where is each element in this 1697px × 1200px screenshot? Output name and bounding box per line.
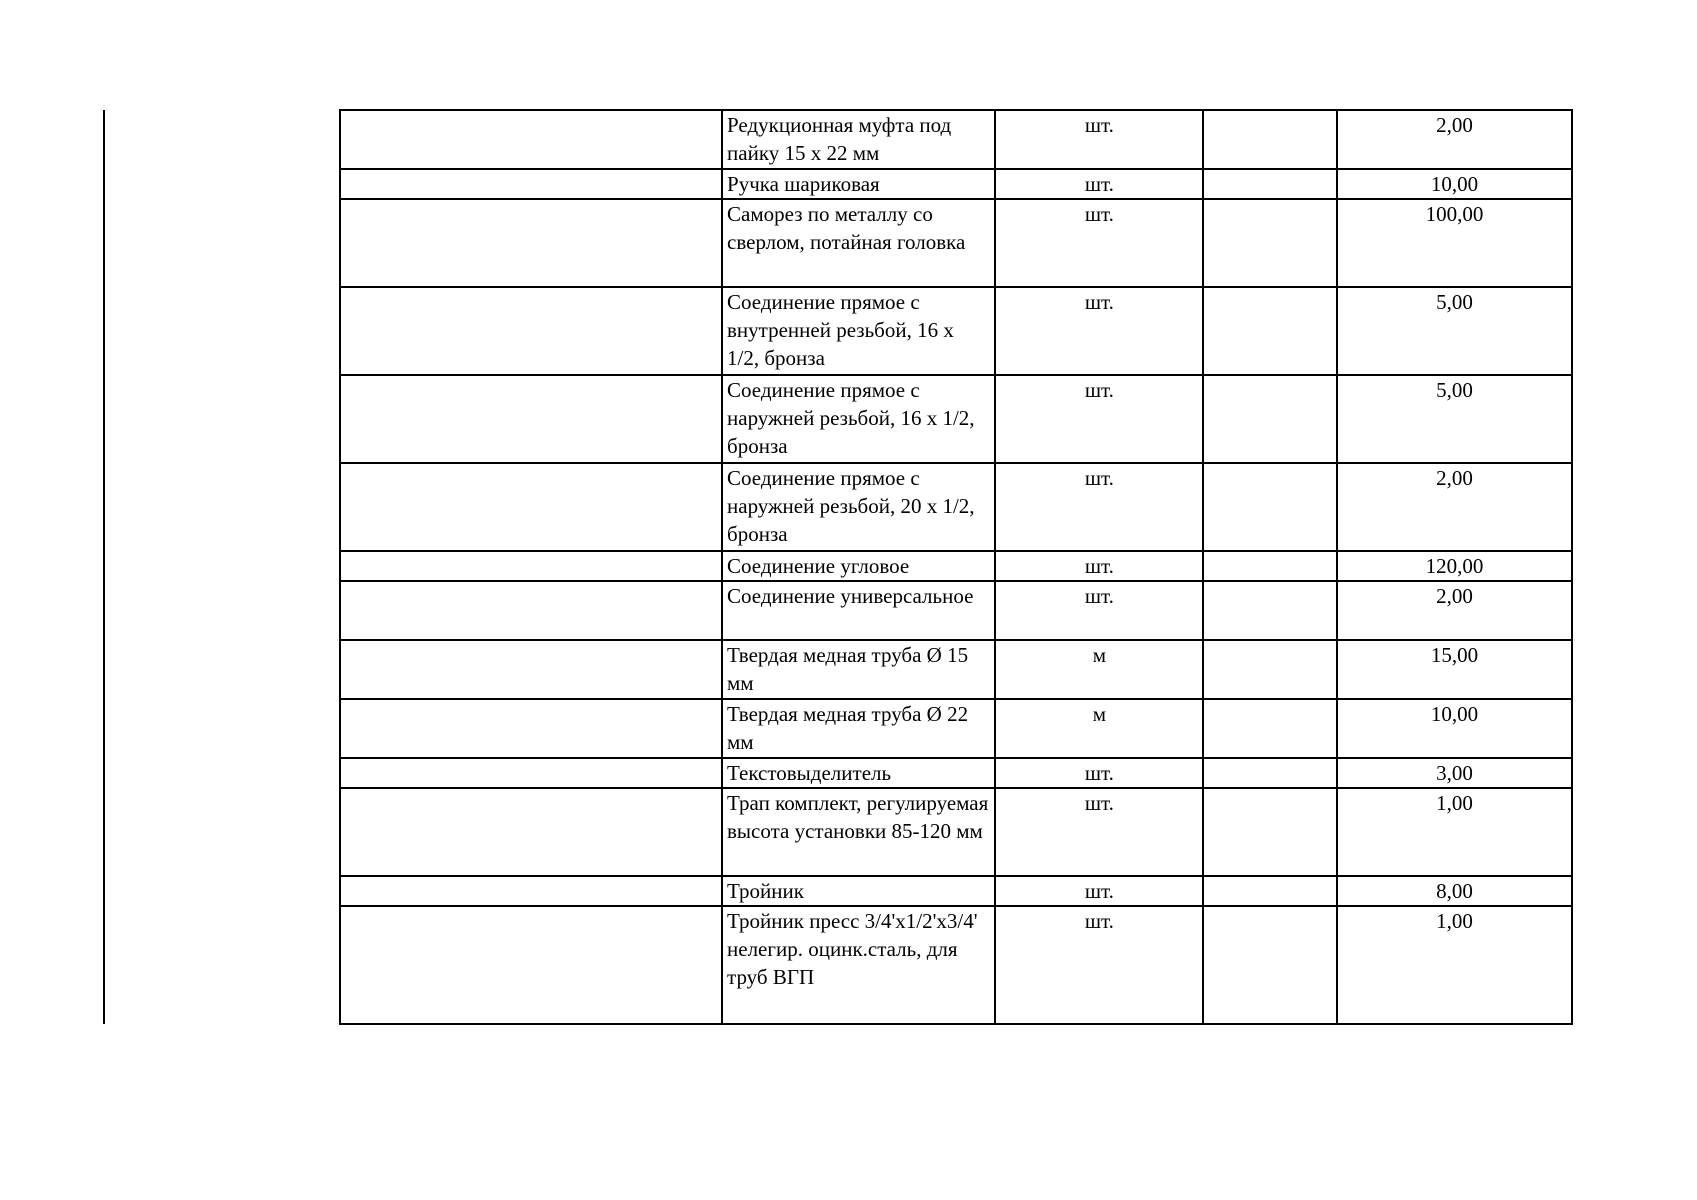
item-name: Тройник пресс 3/4'х1/2'х3/4' нелегир. оцинк.сталь, для труб ВГП bbox=[722, 906, 995, 1024]
cell-empty bbox=[340, 699, 722, 758]
cell-empty bbox=[1203, 551, 1337, 581]
cell-empty bbox=[340, 906, 722, 1024]
cell-empty bbox=[340, 169, 722, 199]
item-name: Трап комплект, регулируемая высота установки 85-120 мм bbox=[722, 788, 995, 876]
item-name: Твердая медная труба Ø 15 мм bbox=[722, 640, 995, 699]
cell-empty bbox=[340, 463, 722, 551]
item-unit: шт. bbox=[995, 906, 1203, 1024]
cell-empty bbox=[1203, 758, 1337, 788]
item-unit: шт. bbox=[995, 199, 1203, 287]
cell-empty bbox=[340, 640, 722, 699]
item-qty: 3,00 bbox=[1337, 758, 1572, 788]
cell-empty bbox=[1203, 640, 1337, 699]
item-name: Твердая медная труба Ø 22 мм bbox=[722, 699, 995, 758]
cell-empty bbox=[340, 375, 722, 463]
cell-empty bbox=[1203, 199, 1337, 287]
cell-empty bbox=[1203, 169, 1337, 199]
item-unit: шт. bbox=[995, 287, 1203, 375]
table-row bbox=[340, 110, 1572, 169]
item-unit: шт. bbox=[995, 463, 1203, 551]
item-name: Ручка шариковая bbox=[722, 169, 995, 199]
items-table bbox=[339, 109, 1573, 1025]
item-qty: 100,00 bbox=[1337, 199, 1572, 287]
item-unit: шт. bbox=[995, 169, 1203, 199]
table-row bbox=[340, 906, 1572, 1024]
item-qty: 15,00 bbox=[1337, 640, 1572, 699]
item-unit: шт. bbox=[995, 110, 1203, 169]
item-name: Соединение прямое с наружней резьбой, 16 х 1/2, бронза bbox=[722, 375, 995, 463]
cell-empty bbox=[340, 110, 722, 169]
item-unit: шт. bbox=[995, 876, 1203, 906]
cell-empty bbox=[1203, 699, 1337, 758]
item-name: Соединение угловое bbox=[722, 551, 995, 581]
cell-empty bbox=[340, 581, 722, 640]
item-qty: 1,00 bbox=[1337, 788, 1572, 876]
cell-empty bbox=[1203, 287, 1337, 375]
item-qty: 5,00 bbox=[1337, 375, 1572, 463]
item-unit: м bbox=[995, 699, 1203, 758]
cell-empty bbox=[1203, 876, 1337, 906]
table-row bbox=[340, 640, 1572, 699]
item-unit: шт. bbox=[995, 551, 1203, 581]
cell-empty bbox=[340, 876, 722, 906]
item-qty: 10,00 bbox=[1337, 699, 1572, 758]
cell-empty bbox=[1203, 906, 1337, 1024]
table-row bbox=[340, 551, 1572, 581]
item-qty: 8,00 bbox=[1337, 876, 1572, 906]
cell-empty bbox=[1203, 375, 1337, 463]
table-row bbox=[340, 287, 1572, 375]
table-row bbox=[340, 463, 1572, 551]
table-row bbox=[340, 375, 1572, 463]
item-name: Редукционная муфта под пайку 15 х 22 мм bbox=[722, 110, 995, 169]
cell-empty bbox=[1203, 788, 1337, 876]
item-qty: 1,00 bbox=[1337, 906, 1572, 1024]
item-name: Саморез по металлу со сверлом, потайная головка bbox=[722, 199, 995, 287]
item-qty: 10,00 bbox=[1337, 169, 1572, 199]
item-unit: шт. bbox=[995, 581, 1203, 640]
table-row bbox=[340, 788, 1572, 876]
item-qty: 2,00 bbox=[1337, 110, 1572, 169]
item-name: Соединение прямое с внутренней резьбой, 16 х 1/2, бронза bbox=[722, 287, 995, 375]
table-row bbox=[340, 169, 1572, 199]
cell-empty bbox=[340, 199, 722, 287]
item-unit: м bbox=[995, 640, 1203, 699]
item-qty: 120,00 bbox=[1337, 551, 1572, 581]
table-row bbox=[340, 876, 1572, 906]
cell-empty bbox=[340, 788, 722, 876]
item-qty: 2,00 bbox=[1337, 581, 1572, 640]
item-name: Тройник bbox=[722, 876, 995, 906]
cell-empty bbox=[340, 758, 722, 788]
item-name: Соединение универсальное bbox=[722, 581, 995, 640]
table-row bbox=[340, 581, 1572, 640]
item-qty: 2,00 bbox=[1337, 463, 1572, 551]
cell-empty bbox=[1203, 581, 1337, 640]
item-name: Текстовыделитель bbox=[722, 758, 995, 788]
cell-empty bbox=[340, 551, 722, 581]
table-row bbox=[340, 758, 1572, 788]
item-name: Соединение прямое с наружней резьбой, 20 х 1/2, бронза bbox=[722, 463, 995, 551]
cell-empty bbox=[1203, 110, 1337, 169]
left-margin-rule bbox=[103, 110, 105, 1024]
item-unit: шт. bbox=[995, 375, 1203, 463]
cell-empty bbox=[340, 287, 722, 375]
table-row bbox=[340, 699, 1572, 758]
cell-empty bbox=[1203, 463, 1337, 551]
item-unit: шт. bbox=[995, 788, 1203, 876]
item-unit: шт. bbox=[995, 758, 1203, 788]
table-row bbox=[340, 199, 1572, 287]
item-qty: 5,00 bbox=[1337, 287, 1572, 375]
